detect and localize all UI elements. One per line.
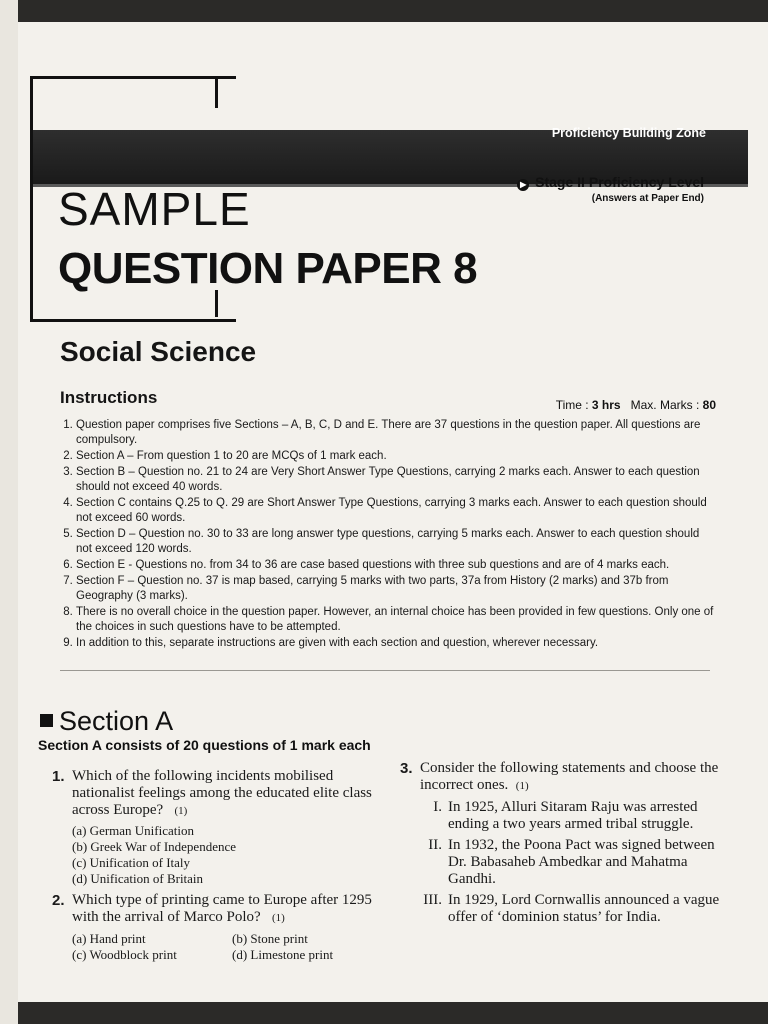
stage-label bbox=[517, 174, 704, 191]
instruction-item: 5. Section D – Question no. 30 to 33 are long answer type questions, carrying 5 marks each. Answer to each question should not exceed 120 words. bbox=[76, 527, 716, 557]
instruction-item: 9. In addition to this, separate instructions are given with each section and question, wherever necessary. bbox=[76, 636, 716, 651]
answers-note: (Answers at Paper End) bbox=[591, 193, 704, 204]
option: (c) Woodblock print bbox=[72, 947, 177, 962]
option: (a) German Unification bbox=[72, 823, 195, 838]
instruction-item: 4. Section C contains Q.25 to Q. 29 are Short Answer Type Questions, carrying 3 marks each. Answer to each question should not exceed 60 words. bbox=[76, 496, 716, 526]
question-2: 2. Which type of printing came to Europe after 1295 with the arrival of Marco Polo? (1) (a) Hand print (b) Stone print (c) Woodblock print (d) Limestone print bbox=[52, 892, 372, 963]
title-bracket-tick bbox=[215, 76, 218, 108]
option: (a) Hand print bbox=[72, 931, 146, 946]
play-icon: ▶ bbox=[517, 179, 529, 191]
adjacent-page-edge bbox=[0, 0, 18, 1024]
square-bullet-icon bbox=[40, 714, 53, 727]
instruction-item: 1. Question paper comprises five Sections – A, B, C, D and E. There are 37 questions in the question paper. All questions are compulsory. bbox=[76, 418, 716, 448]
time-marks: Time : 3 hrs Max. Marks : 80 bbox=[555, 398, 716, 412]
instruction-item: 3. Section B – Question no. 21 to 24 are Very Short Answer Type Questions, carrying 2 marks each. Answer to each question should not exceed 40 words. bbox=[76, 465, 716, 495]
instruction-item: 7. Section F – Question no. 37 is map based, carrying 5 marks with two parts, 37a from History (2 marks) and 37b from Geography (3 marks). bbox=[76, 574, 716, 604]
title-sample: SAMPLE bbox=[58, 183, 251, 235]
question-1: 1. Which of the following incidents mobilised nationalist feelings among the educated elite class across Europe? (1) (a) German Unification (b) Greek War of Independence (c) Unification of Italy (d) Unification of Britain bbox=[52, 768, 372, 886]
zone-label: Proficiency Building Zone bbox=[551, 126, 706, 140]
instruction-item: 6. Section E - Questions no. from 34 to 36 are case based questions with three sub questions and are of 4 marks each. bbox=[76, 558, 716, 573]
instructions-list bbox=[58, 418, 716, 652]
question-3: 3. Consider the following statements and choose the incorrect ones. (1) I. In 1925, Alluri Sitaram Raju was arrested ending a two years armed tribal struggle. II. In 1932, the Poona Pact was signed between Dr. Babasaheb Ambedkar and Mahatma Gandhi. III. In 1929, Lord Cornwallis announced a vague offer of ‘dominion status’ for India. bbox=[400, 760, 720, 925]
title-question-paper: QUESTION PAPER 8 bbox=[58, 244, 478, 293]
section-subtitle: Section A consists of 20 questions of 1 mark each bbox=[38, 737, 371, 753]
instructions-heading: Instructions bbox=[60, 388, 158, 407]
option: (b) Stone print bbox=[232, 931, 308, 946]
title-bracket-tick bbox=[215, 290, 218, 317]
statement: I. In 1925, Alluri Sitaram Raju was arrested ending a two years armed tribal struggle. bbox=[433, 799, 698, 832]
stage-text: Stage II Proficiency Level bbox=[535, 174, 704, 190]
option: (d) Unification of Britain bbox=[72, 871, 204, 886]
option: (c) Unification of Italy bbox=[72, 855, 191, 870]
instruction-item: 2. Section A – From question 1 to 20 are MCQs of 1 mark each. bbox=[76, 449, 716, 464]
instruction-item: 8. There is no overall choice in the question paper. However, an internal choice has been provided in few questions. Only one of the choices in such questions have to be attempted. bbox=[76, 605, 716, 635]
statement: II. In 1932, the Poona Pact was signed between Dr. Babasaheb Ambedkar and Mahatma Gandhi. bbox=[428, 837, 715, 887]
option: (d) Limestone print bbox=[232, 947, 334, 962]
subject-title: Social Science bbox=[60, 336, 257, 367]
statement: III. In 1929, Lord Cornwallis announced a vague offer of ‘dominion status’ for India. bbox=[423, 892, 720, 925]
option: (b) Greek War of Independence bbox=[72, 839, 237, 854]
divider bbox=[60, 670, 710, 671]
section-title: Section A bbox=[40, 706, 173, 737]
